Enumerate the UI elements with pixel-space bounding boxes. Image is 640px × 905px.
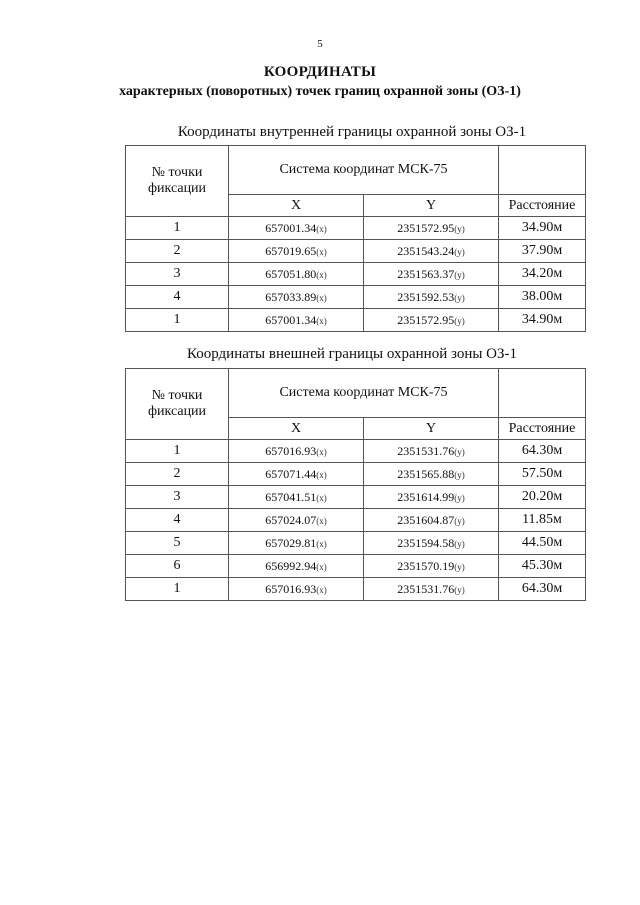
header-empty-cell (499, 369, 586, 418)
table-header-row (126, 369, 586, 418)
y-suffix: (y) (454, 515, 465, 526)
y-coordinate-cell (364, 217, 499, 240)
x-value: 657071.44 (265, 466, 317, 481)
point-number-cell: 6 (126, 555, 229, 578)
y-value: 2351604.87 (397, 512, 455, 527)
table-row (126, 440, 586, 463)
inner-table-body (126, 146, 586, 332)
header-coordinate-system: Система координат МСК-75 (229, 146, 499, 195)
page-number: 5 (317, 38, 323, 50)
x-suffix: (x) (316, 538, 327, 549)
y-coordinate-cell (364, 240, 499, 263)
y-suffix: (y) (454, 246, 465, 257)
header-point-number: № точки фиксации (126, 369, 229, 440)
table-row (126, 578, 586, 601)
distance-cell: 45.30м (499, 555, 586, 578)
x-value: 657051.80 (265, 266, 317, 281)
x-value: 656992.94 (265, 558, 317, 573)
y-suffix: (y) (454, 292, 465, 303)
y-coordinate-cell (364, 463, 499, 486)
y-coordinate-cell (364, 555, 499, 578)
y-value: 2351614.99 (397, 489, 455, 504)
point-number-cell: 1 (126, 578, 229, 601)
document-subtitle: характерных (поворотных) точек границ охранной зоны (ОЗ-1) (119, 84, 521, 99)
y-coordinate-cell (364, 509, 499, 532)
point-number-cell: 4 (126, 286, 229, 309)
distance-cell: 57.50м (499, 463, 586, 486)
y-value: 2351572.95 (397, 312, 455, 327)
y-coordinate-cell (364, 440, 499, 463)
y-value: 2351531.76 (397, 581, 455, 596)
x-value: 657029.81 (265, 535, 317, 550)
table-row (126, 263, 586, 286)
header-y: Y (364, 418, 499, 440)
x-value: 657024.07 (265, 512, 317, 527)
distance-cell: 34.90м (499, 217, 586, 240)
table-header-row (126, 146, 586, 195)
x-suffix: (x) (316, 515, 327, 526)
distance-cell: 11.85м (499, 509, 586, 532)
x-suffix: (x) (316, 492, 327, 503)
x-suffix: (x) (316, 446, 327, 457)
header-x: X (229, 195, 364, 217)
y-coordinate-cell (364, 309, 499, 332)
y-coordinate-cell (364, 578, 499, 601)
point-number-cell: 1 (126, 217, 229, 240)
table-row (126, 463, 586, 486)
x-value: 657019.65 (265, 243, 317, 258)
header-x: X (229, 418, 364, 440)
table-row (126, 309, 586, 332)
x-suffix: (x) (316, 469, 327, 480)
x-coordinate-cell (229, 440, 364, 463)
x-coordinate-cell (229, 286, 364, 309)
y-value: 2351594.58 (397, 535, 455, 550)
x-suffix: (x) (316, 315, 327, 326)
y-suffix: (y) (454, 469, 465, 480)
x-suffix: (x) (316, 584, 327, 595)
distance-cell: 64.30м (499, 440, 586, 463)
table-row (126, 555, 586, 578)
header-point-number: № точки фиксации (126, 146, 229, 217)
distance-cell: 44.50м (499, 532, 586, 555)
x-coordinate-cell (229, 555, 364, 578)
y-value: 2351592.53 (397, 289, 455, 304)
y-value: 2351570.19 (397, 558, 455, 573)
distance-cell: 34.90м (499, 309, 586, 332)
x-suffix: (x) (316, 269, 327, 280)
point-number-cell: 2 (126, 463, 229, 486)
point-number-cell: 3 (126, 263, 229, 286)
y-suffix: (y) (454, 223, 465, 234)
x-value: 657041.51 (265, 489, 317, 504)
document-title: КООРДИНАТЫ (263, 64, 377, 80)
y-suffix: (y) (454, 584, 465, 595)
outer-boundary-table (125, 368, 586, 601)
x-value: 657001.34 (265, 312, 317, 327)
table-row (126, 486, 586, 509)
y-suffix: (y) (454, 315, 465, 326)
point-number-cell: 1 (126, 440, 229, 463)
x-coordinate-cell (229, 309, 364, 332)
x-coordinate-cell (229, 578, 364, 601)
x-value: 657016.93 (265, 581, 317, 596)
header-distance: Расстояние (499, 195, 586, 217)
distance-cell: 34.20м (499, 263, 586, 286)
header-y: Y (364, 195, 499, 217)
table-row (126, 217, 586, 240)
point-number-cell: 3 (126, 486, 229, 509)
y-suffix: (y) (454, 269, 465, 280)
x-coordinate-cell (229, 509, 364, 532)
x-suffix: (x) (316, 223, 327, 234)
outer-table-body (126, 369, 586, 601)
point-number-cell: 4 (126, 509, 229, 532)
inner-boundary-caption: Координаты внутренней границы охранной зоны ОЗ-1 (177, 124, 527, 140)
distance-cell: 64.30м (499, 578, 586, 601)
y-coordinate-cell (364, 286, 499, 309)
outer-boundary-caption: Координаты внешней границы охранной зоны ОЗ-1 (186, 346, 518, 362)
y-coordinate-cell (364, 486, 499, 509)
x-value: 657001.34 (265, 220, 317, 235)
x-coordinate-cell (229, 240, 364, 263)
table-row (126, 509, 586, 532)
table-row (126, 286, 586, 309)
distance-cell: 38.00м (499, 286, 586, 309)
x-coordinate-cell (229, 263, 364, 286)
point-number-cell: 1 (126, 309, 229, 332)
x-suffix: (x) (316, 561, 327, 572)
y-suffix: (y) (454, 492, 465, 503)
y-value: 2351543.24 (397, 243, 455, 258)
y-value: 2351563.37 (397, 266, 455, 281)
y-coordinate-cell (364, 263, 499, 286)
header-distance: Расстояние (499, 418, 586, 440)
y-value: 2351565.88 (397, 466, 455, 481)
distance-cell: 37.90м (499, 240, 586, 263)
point-number-cell: 2 (126, 240, 229, 263)
x-coordinate-cell (229, 532, 364, 555)
x-value: 657016.93 (265, 443, 317, 458)
table-row (126, 532, 586, 555)
x-suffix: (x) (316, 246, 327, 257)
point-number-cell: 5 (126, 532, 229, 555)
y-value: 2351531.76 (397, 443, 455, 458)
x-value: 657033.89 (265, 289, 317, 304)
y-value: 2351572.95 (397, 220, 455, 235)
y-suffix: (y) (454, 538, 465, 549)
distance-cell: 20.20м (499, 486, 586, 509)
y-suffix: (y) (454, 561, 465, 572)
x-suffix: (x) (316, 292, 327, 303)
x-coordinate-cell (229, 217, 364, 240)
x-coordinate-cell (229, 486, 364, 509)
x-coordinate-cell (229, 463, 364, 486)
y-coordinate-cell (364, 532, 499, 555)
header-coordinate-system: Система координат МСК-75 (229, 369, 499, 418)
header-empty-cell (499, 146, 586, 195)
inner-boundary-table (125, 145, 586, 332)
y-suffix: (y) (454, 446, 465, 457)
table-row (126, 240, 586, 263)
